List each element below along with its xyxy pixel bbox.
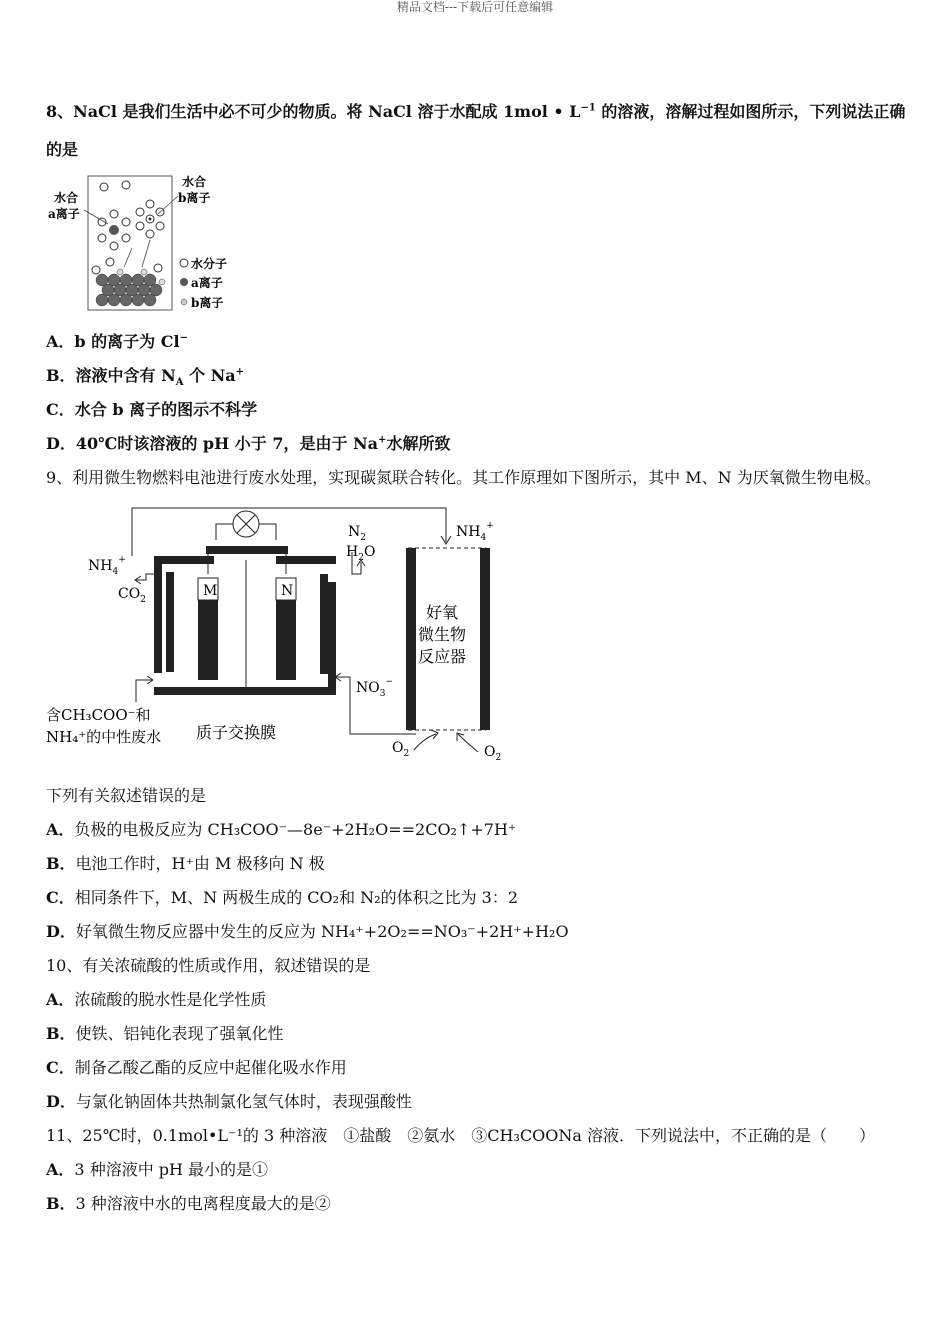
q11-stem: 11、25℃时，0.1mol•L⁻¹的 3 种溶液 ①盐酸 ②氨水 ③CH₃COONa 溶液．下列说法中，不正确的是（ ） xyxy=(46,1126,875,1145)
legend-a-icon xyxy=(180,278,188,286)
label-nh4-right: $NH_4^+$ xyxy=(456,521,494,543)
q11-option-b: B．3 种溶液中水的电离程度最大的是② xyxy=(46,1194,331,1213)
q10-option-d: D．与氯化钠固体共热制氯化氢气体时，表现强酸性 xyxy=(46,1092,412,1111)
q9-lead: 下列有关叙述错误的是 xyxy=(46,786,207,805)
q9-option-d: D．好氧微生物反应器中发生的反应为 NH₄⁺+2O₂==NO₃⁻+2H⁺+H₂O xyxy=(46,922,569,941)
q10-option-b: B．使铁、铝钝化表现了强氧化性 xyxy=(46,1024,284,1043)
q8-option-d: D．40℃时该溶液的 pH 小于 7，是由于 Na+水解所致 xyxy=(46,434,451,453)
feed-label-2: NH₄⁺的中性废水 xyxy=(46,728,162,746)
q10-stem: 10、有关浓硫酸的性质或作用，叙述错误的是 xyxy=(46,956,371,975)
label-no3: $NO_3^-$ xyxy=(356,677,394,699)
page-header: 精品文档---下载后可任意编辑 xyxy=(396,0,554,14)
q9-fuel-cell-figure xyxy=(46,502,506,768)
label-co2: $CO_2$ xyxy=(118,586,146,605)
label-n2: $N_2$ xyxy=(348,524,366,543)
reactor-label-3: 反应器 xyxy=(418,647,467,666)
legend-b-icon xyxy=(181,299,187,305)
legend-a: a离子 xyxy=(191,276,223,290)
q8-option-b: B．溶液中含有 $N_A$ 个 Na+ xyxy=(46,366,245,389)
label-h2o: $H_2O$ xyxy=(346,544,376,563)
electrode-m-label: M xyxy=(203,583,218,599)
q8-stem: 8、NaCl 是我们生活中必不可少的物质。将 NaCl 溶于水配成 1mol • $L^{-1}$ 的溶液，溶解过程如图所示，下列说法正确 xyxy=(46,102,906,121)
q9-option-a: A．负极的电极反应为 CH₃COO⁻—8e⁻+2H₂O==2CO₂↑+7H⁺ xyxy=(46,820,517,839)
q8-option-c: C．水合 b 离子的图示不科学 xyxy=(46,400,258,419)
q8-dissolution-figure xyxy=(46,172,246,317)
q10-option-a: A．浓硫酸的脱水性是化学性质 xyxy=(46,990,267,1009)
label-hydrated-b-2: b离子 xyxy=(178,191,211,205)
o2-arrow-left xyxy=(414,734,436,750)
label-o2-left: $O_2$ xyxy=(392,740,410,759)
label-nh4-left: $NH_4^+$ xyxy=(88,555,126,577)
q10-option-c: C．制备乙酸乙酯的反应中起催化吸水作用 xyxy=(46,1058,347,1077)
legend-b: b离子 xyxy=(191,296,224,310)
q9-option-c: C．相同条件下，M、N 两极生成的 CO₂和 N₂的体积之比为 3：2 xyxy=(46,888,519,907)
feed-label-1: 含CH₃COO⁻和 xyxy=(46,706,151,724)
legend-water-icon xyxy=(180,259,188,267)
label-hydrated-a-1: 水合 xyxy=(54,191,79,205)
reactor-label-1: 好氧 xyxy=(426,603,459,622)
reactor-label-2: 微生物 xyxy=(418,625,467,644)
label-hydrated-b-1: 水合 xyxy=(182,175,207,189)
q8-stem-line2: 的是 xyxy=(46,140,79,159)
q11-option-a: A．3 种溶液中 pH 最小的是① xyxy=(46,1160,269,1179)
electrode-n-label: N xyxy=(281,583,294,599)
label-o2-right: $O_2$ xyxy=(484,744,502,763)
legend-water: 水分子 xyxy=(191,257,228,271)
membrane-label: 质子交换膜 xyxy=(196,723,277,742)
q9-stem: 9、利用微生物燃料电池进行废水处理，实现碳氮联合转化。其工作原理如下图所示，其中 M、N 为厌氧微生物电极。 xyxy=(46,468,881,487)
q9-option-b: B．电池工作时，H⁺由 M 极移向 N 极 xyxy=(46,854,325,873)
o2-arrow-right xyxy=(458,734,478,752)
q8-option-a: A．b 的离子为 Cl− xyxy=(46,332,188,351)
label-hydrated-a-2: a离子 xyxy=(48,207,80,221)
